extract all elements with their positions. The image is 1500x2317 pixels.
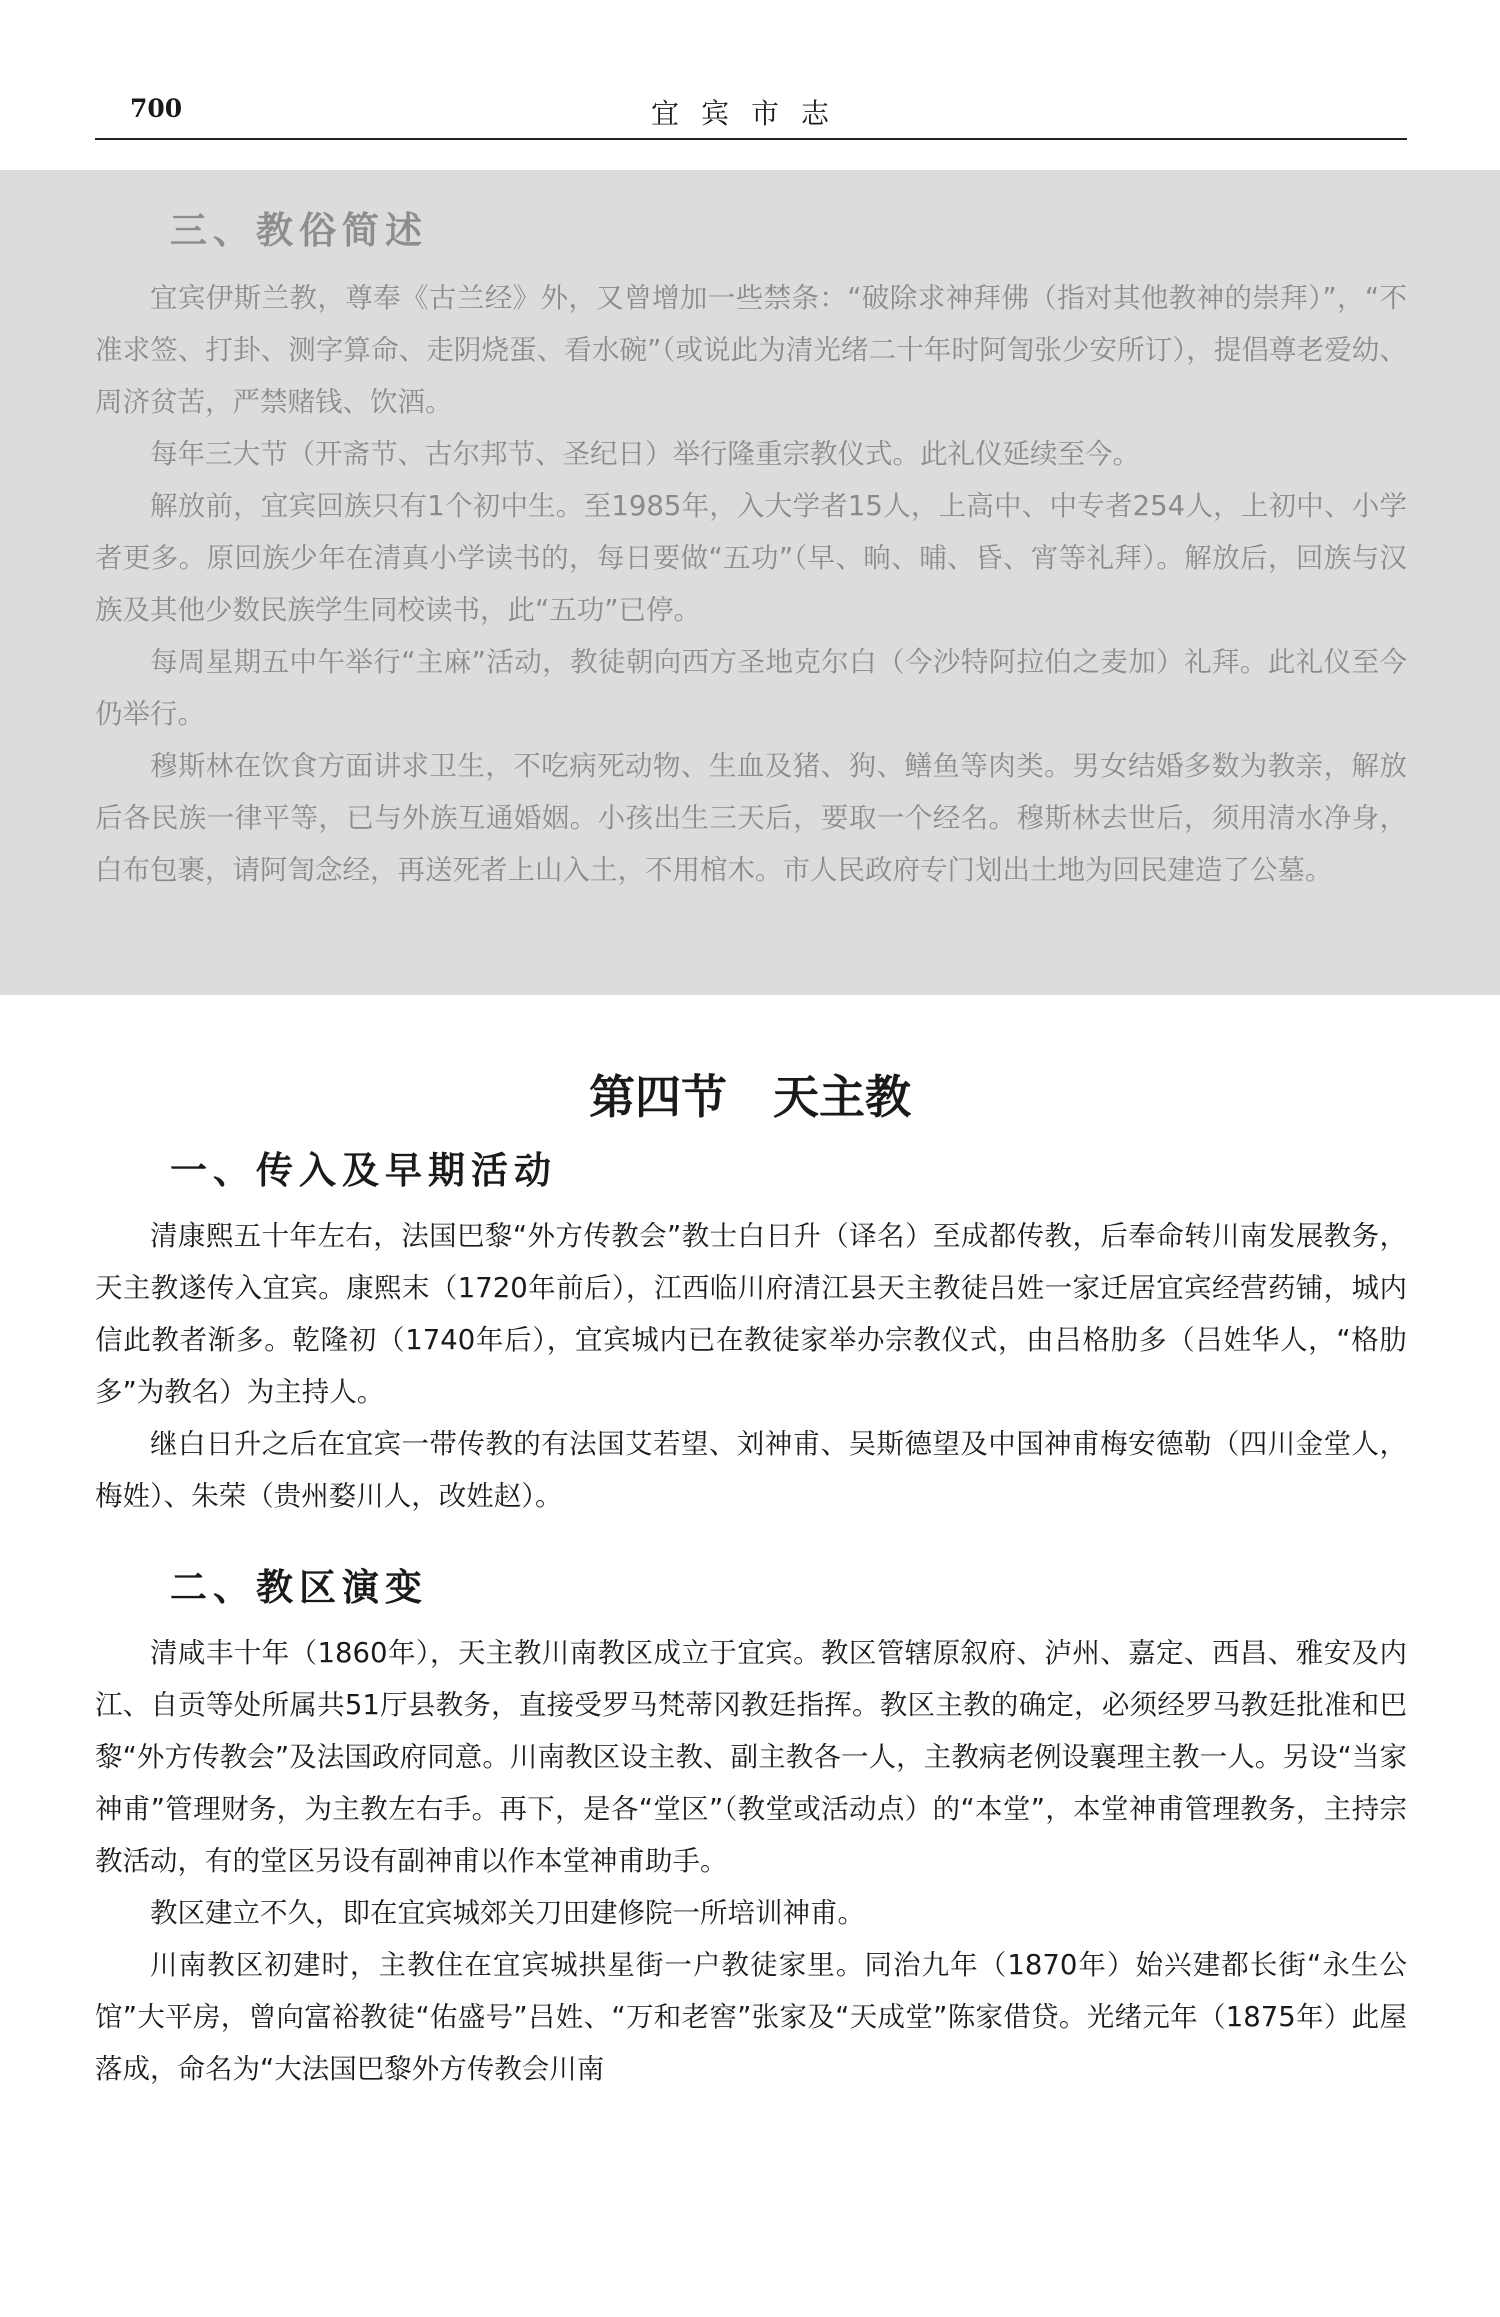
section-title: 第四节 天主教 <box>589 1069 911 1124</box>
running-title: 宜宾市志 <box>650 97 851 130</box>
introduction-body <box>95 1210 1407 1522</box>
subheading-diocese: 二、教区演变 <box>170 1566 428 1609</box>
page-header <box>95 86 1407 140</box>
body-paragraph: 川南教区初建时，主教住在宜宾城拱星街一户教徒家里。同治九年（1870年）始兴建都长街“永生公馆”大平房，曾向富裕教徒“佑盛号”吕姓、“万和老窖”张家及“天成堂”陈家借贷。光绪元年（1875年）此屋落成，命名为“大法国巴黎外方传教会川南 <box>95 1949 1407 2085</box>
diocese-body <box>95 1627 1407 2095</box>
faded-subheading: 三、教俗简述 <box>170 209 428 252</box>
body-paragraph: 清咸丰十年（1860年），天主教川南教区成立于宜宾。教区管辖原叙府、泸州、嘉定、西昌、雅安及内江、自贡等处所属共51厅县教务，直接受罗马梵蒂冈教廷指挥。教区主教的确定，必须经罗马教廷批准和巴黎“外方传教会”及法国政府同意。川南教区设主教、副主教各一人，主教病老例设襄理主教一人。另设“当家神甫”管理财务，为主教左右手。再下，是各“堂区”（教堂或活动点）的“本堂”，本堂神甫管理教务，主持宗教活动，有的堂区另设有副神甫以作本堂神甫助手。 <box>95 1637 1407 1877</box>
faded-previous-section <box>0 170 1500 995</box>
faded-paragraph: 每周星期五中午举行“主麻”活动，教徒朝向西方圣地克尔白（今沙特阿拉伯之麦加）礼拜。此礼仪至今仍举行。 <box>95 646 1407 730</box>
faded-paragraph: 每年三大节（开斋节、古尔邦节、圣纪日）举行隆重宗教仪式。此礼仪延续至今。 <box>150 438 1140 470</box>
faded-paragraph: 宜宾伊斯兰教，尊奉《古兰经》外，又曾增加一些禁条：“破除求神拜佛（指对其他教神的崇拜）”，“不准求签、打卦、测字算命、走阴烧蛋、看水碗”（或说此为清光绪二十年时阿訇张少安所订），提倡尊老爱幼、周济贫苦，严禁赌钱、饮酒。 <box>95 282 1407 418</box>
page-number: 700 <box>130 94 183 123</box>
body-paragraph: 教区建立不久，即在宜宾城郊关刀田建修院一所培训神甫。 <box>150 1897 865 1929</box>
faded-paragraph: 解放前，宜宾回族只有1个初中生。至1985年，入大学者15人，上高中、中专者254人，上初中、小学者更多。原回族少年在清真小学读书的，每日要做“五功”（早、晌、晡、昏、宵等礼拜）。解放后，回族与汉族及其他少数民族学生同校读书，此“五功”已停。 <box>95 490 1407 626</box>
body-paragraph: 继白日升之后在宜宾一带传教的有法国艾若望、刘神甫、吴斯德望及中国神甫梅安德勒（四川金堂人，梅姓）、朱荣（贵州婺川人，改姓赵）。 <box>95 1428 1407 1512</box>
body-paragraph: 清康熙五十年左右，法国巴黎“外方传教会”教士白日升（译名）至成都传教，后奉命转川南发展教务，天主教遂传入宜宾。康熙末（1720年前后），江西临川府清江县天主教徒吕姓一家迁居宜宾经营药铺，城内信此教者渐多。乾隆初（1740年后），宜宾城内已在教徒家举办宗教仪式，由吕格肋多（吕姓华人，“格肋多”为教名）为主持人。 <box>95 1220 1407 1408</box>
subheading-introduction: 一、传入及早期活动 <box>170 1149 557 1192</box>
faded-body <box>95 272 1407 896</box>
faded-paragraph: 穆斯林在饮食方面讲求卫生，不吃病死动物、生血及猪、狗、鳝鱼等肉类。男女结婚多数为教亲，解放后各民族一律平等，已与外族互通婚姻。小孩出生三天后，要取一个经名。穆斯林去世后，须用清水净身，白布包裹，请阿訇念经，再送死者上山入土，不用棺木。市人民政府专门划出土地为回民建造了公墓。 <box>95 750 1407 886</box>
